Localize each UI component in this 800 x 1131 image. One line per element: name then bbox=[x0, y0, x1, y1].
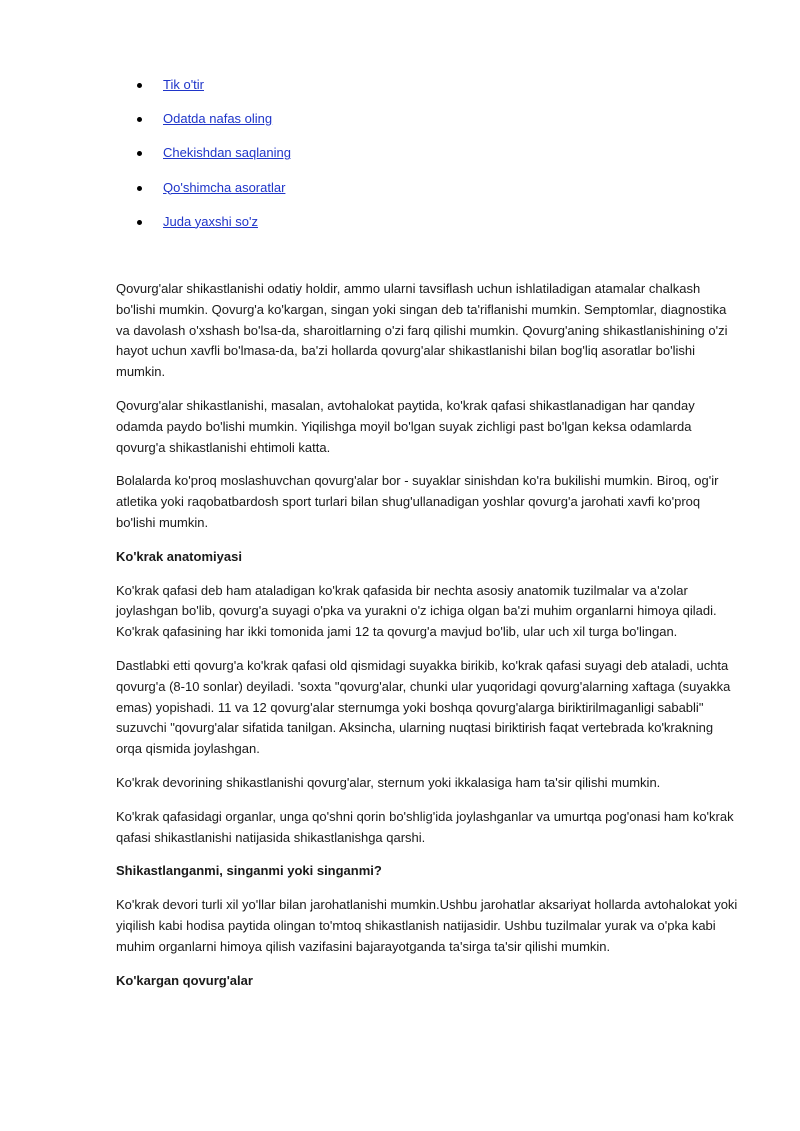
paragraph-risk-adults: Qovurg'alar shikastlanishi, masalan, avtohalokat paytida, ko'krak qafasi shikastlanadigan har qanday odamda paydo bo'lishi mumkin. Yiqilishga moyil bo'lgan suyak zichligi past bo'lgan keksa odamlarda qovurg'a shikastlanishi ehtimoli katta. bbox=[116, 397, 695, 455]
bullet-icon bbox=[137, 83, 142, 88]
heading-bruised-ribs: Ko'kargan qovurg'alar bbox=[116, 972, 253, 988]
paragraph-rib-types: Dastlabki etti qovurg'a ko'krak qafasi old qismidagi suyakka birikib, ko'krak qafasi suyagi deb ataladi, uchta qovurg'a (8-10 sonlar) deyiladi. 'soxta "qovurg'alar, chunki ular yuqoridagi qovurg'alarning xaftaga (suyakka emas) yopishadi. 11 va 12 qovurg'alar sternumga yoki boshqa qovurg'alarga biriktirilmaganligi sababli" suzuvchi "qovurg'alar sifatida tanilgan. Aksincha, ularning nuqtasi biriktirish faqat vertebrada ko'krakning orqa qismida joylashgan. bbox=[116, 657, 731, 757]
bullet-icon bbox=[137, 151, 142, 156]
toc-link-tik-otir[interactable]: Tik o'tir bbox=[163, 77, 204, 92]
paragraph-chest-structure: Ko'krak qafasi deb ham ataladigan ko'krak qafasida bir nechta asosiy anatomik tuzilmalar va a'zolar joylashgan bo'lib, qovurg'a suyagi o'pka va yurakni o'z ichiga olgan ba'zi muhim organlarni himoya qiladi. Ko'krak qafasining har ikki tomonida jami 12 ta qovurg'a mavjud bo'lib, ular uch xil turga bo'lingan. bbox=[116, 582, 717, 640]
paragraph-risk-children: Bolalarda ko'proq moslashuvchan qovurg'alar bor - suyaklar sinishdan ko'ra bukilishi mumkin. Biroq, og'ir atletika yoki raqobatbardosh sport turlari bilan shug'ullanadigan yoshlar qovurg'a jarohati xavfi ko'proq bo'lishi mumkin. bbox=[116, 473, 719, 530]
paragraph-organ-injury: Ko'krak qafasidagi organlar, unga qo'shni qorin bo'shlig'ida joylashganlar va umurtqa pog'onasi ham ko'krak qafasi shikastlanishi natijasida shikastlanishga qarshi. bbox=[116, 808, 734, 845]
bullet-icon bbox=[137, 186, 142, 191]
toc-link-juda-yaxshi-soz[interactable]: Juda yaxshi so'z bbox=[163, 213, 258, 229]
paragraph-chest-wall-injury: Ko'krak devorining shikastlanishi qovurg'alar, sternum yoki ikkalasiga ham ta'sir qilishi mumkin. bbox=[116, 774, 661, 790]
paragraph-intro: Qovurg'alar shikastlanishi odatiy holdir, ammo ularni tavsiflash uchun ishlatiladigan atamalar chalkash bo'lishi mumkin. Qovurg'a ko'kargan, singan yoki singan deb ta'riflanishi mumkin. Semptomlar, diagnostika va davolash o'xshash bo'lsa-da, sharoitlarning o'zi farq qilishi mumkin. Qovurg'aning shikastlanishining o'zi hayot uchun xavfli bo'lmasa-da, ba'zi hollarda qovurg'alar shikastlanishi bilan bog'liq asoratlar bo'lishi mumkin. bbox=[116, 281, 728, 380]
toc-link-odatda-nafas-oling[interactable]: Odatda nafas oling bbox=[163, 111, 273, 127]
heading-injury-types: Shikastlanganmi, singanmi yoki singanmi? bbox=[116, 863, 382, 879]
bullet-icon bbox=[137, 117, 142, 122]
bullet-icon bbox=[137, 220, 142, 225]
toc-link-chekishdan-saqlaning[interactable]: Chekishdan saqlaning bbox=[163, 145, 291, 161]
heading-chest-anatomy: Ko'krak anatomiyasi bbox=[116, 548, 242, 564]
paragraph-injury-causes: Ko'krak devori turli xil yo'llar bilan jarohatlanishi mumkin.Ushbu jarohatlar aksariyat hollarda avtohalokat yoki yiqilish kabi hodisa paytida olingan to'mtoq shikastlanish natijasidir. Ushbu tuzilmalar yurak va o'pka kabi muhim organlarni himoya qilish vazifasini bajarayotganda ta'sirga ta'sir qilishi mumkin. bbox=[116, 897, 738, 954]
article-body bbox=[116, 279, 742, 1004]
toc-link-qoshimcha-asoratlar[interactable]: Qo'shimcha asoratlar bbox=[163, 179, 286, 195]
